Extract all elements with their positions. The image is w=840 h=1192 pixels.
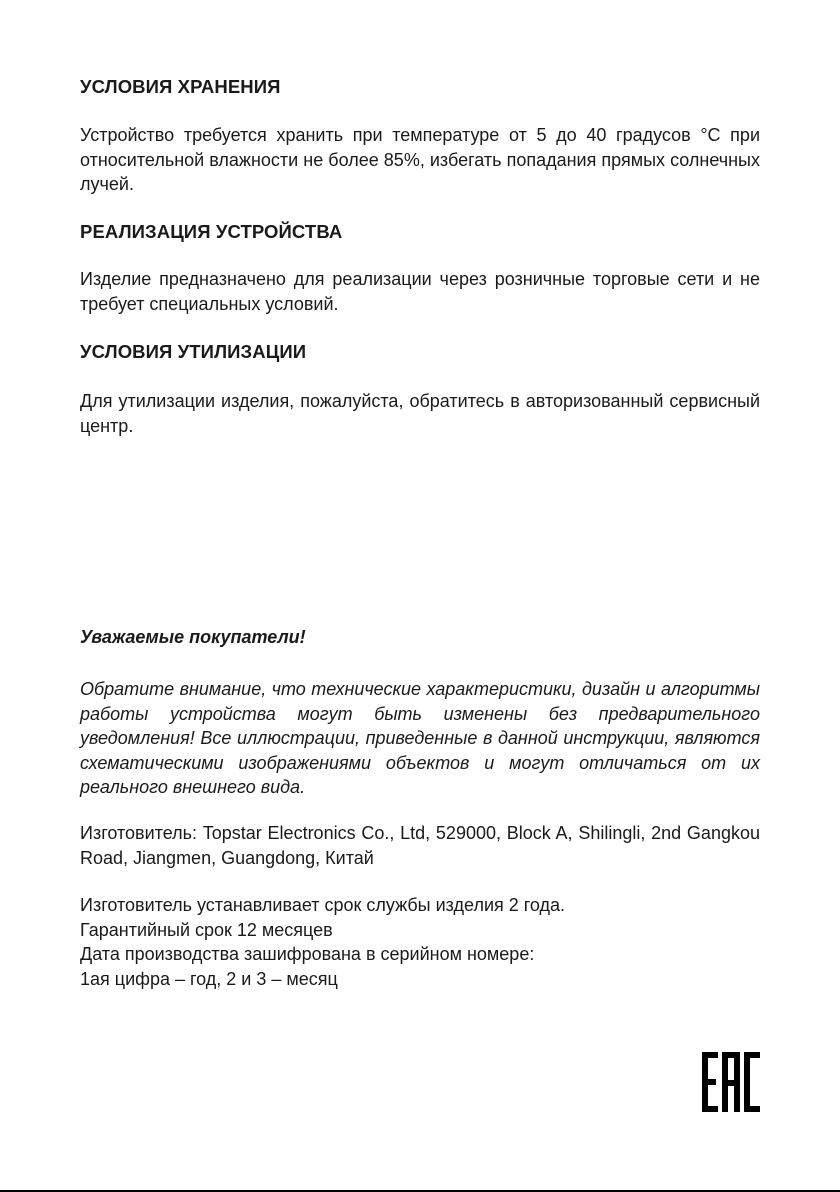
storage-text: Устройство требуется хранить при температуре от 5 до 40 градусов °С при относительной влажности не более 85%, избегать попадания прямых солнечных лучей.: [80, 125, 760, 194]
serial-code-line: 1ая цифра – год, 2 и 3 – месяц: [80, 968, 338, 989]
warranty-line: Гарантийный срок 12 месяцев: [80, 919, 333, 940]
storage-heading: УСЛОВИЯ ХРАНЕНИЯ: [80, 76, 281, 97]
notice-heading: Уважаемые покупатели!: [80, 627, 306, 647]
sales-text: Изделие предназначено для реализации через розничные торговые сети и не требует специальных условий.: [80, 269, 760, 314]
disposal-heading: УСЛОВИЯ УТИЛИЗАЦИИ: [80, 341, 307, 362]
service-life-line: Изготовитель устанавливает срок службы изделия 2 года.: [80, 895, 566, 915]
disposal-text: Для утилизации изделия, пожалуйста, обратитесь в авторизованный сервисный центр.: [80, 391, 760, 436]
notice-text: Обратите внимание, что технические характеристики, дизайн и алгоритмы работы устройства могут быть изменены без предварительного уведомления! Все иллюстрации, приведенные в данной инструкции, являются схематическими изображениями объектов и могут отличаться от их реального внешнего вида.: [80, 679, 760, 797]
sales-heading: РЕАЛИЗАЦИЯ УСТРОЙСТВА: [80, 221, 343, 242]
service-info: [80, 893, 760, 991]
production-date-line: Дата производства зашифрована в серийном номере:: [80, 944, 535, 964]
eac-conformity-mark-icon: [702, 1052, 760, 1112]
manufacturer-text: Изготовитель: Topstar Electronics Co., Ltd, 529000, Block A, Shilingli, 2nd Gangkou Road, Jiangmen, Guangdong, Китай: [80, 823, 760, 868]
